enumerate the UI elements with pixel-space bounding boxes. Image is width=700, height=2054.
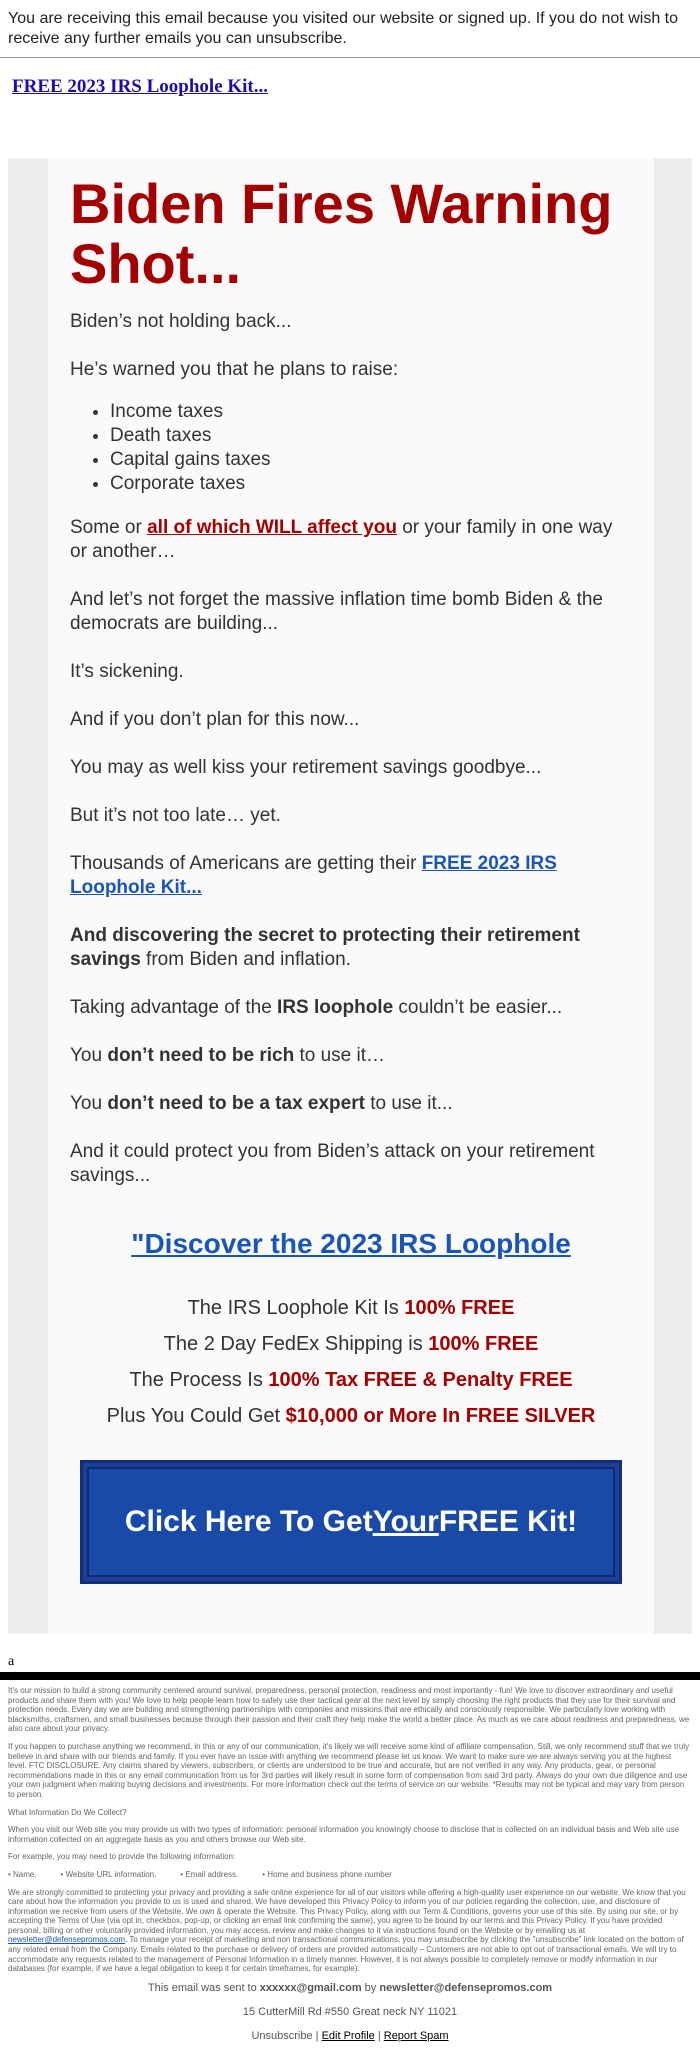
mailing-address: 15 CutterMill Rd #550 Great neck NY 11021 [242,2005,458,2018]
email-body [8,158,692,1634]
list-item: • Email address. [180,1869,239,1879]
get-free-kit-button[interactable]: Click Here To Get Your FREE Kit! [87,1467,615,1577]
top-kit-link[interactable]: FREE 2023 IRS Loophole Kit... [12,76,269,97]
paragraph-6: And if you don’t plan for this now... [70,709,360,730]
offer-line: The Process Is 100% Tax FREE & Penalty FREE [129,1369,573,1391]
footer [0,1686,700,1974]
unsubscribe-notice: You are receiving this email because you visited our website or signed up. If you do not wish to receive any further emails you can unsubscribe. [8,10,679,47]
footer-heading: What Information Do We Collect? [8,1807,127,1817]
edit-profile-link[interactable]: Edit Profile [321,2029,375,2042]
paragraph-10: And discovering the secret to protecting their retirement savings from Biden and inflation. [70,925,580,970]
footer-mission: It's our mission to build a strong community centered around survival, preparedness, personal protection, readiness and most importantly - fun! We love to discover extraordinary and useful products and share them with you! We love to help people learn how to safely use their tactical gear at the next level by simply choosing the right products that they use for their survival and protection needs. Every day we are building and strengthening partnerships with companies and missions that are ethically and consciously responsible. We particularly love working with blacksmiths, craftsmen, and small businesses because through their passion and their craft they help make the world a better place. As much as we care about readiness and preparedness, we also care about your privacy. [8,1686,690,1734]
unsubscribe-link[interactable]: Unsubscribe [251,2029,313,2042]
footer-field-list [8,1870,692,1880]
paragraph-4: And let’s not forget the massive inflation time bomb Biden & the democrats are building... [70,589,604,634]
paragraph-8: But it’s not too late… yet. [70,805,281,826]
footer-links: Unsubscribe | Edit Profile | Report Spam [251,2029,449,2042]
list-item: • Home and business phone number [262,1869,392,1879]
paragraph-9: Thousands of Americans are getting their FREE 2023 IRS Loophole Kit... [70,853,557,898]
paragraph-5: It’s sickening. [70,661,184,682]
privacy-email-link[interactable]: newsletter@defensepromos.com [8,1935,126,1945]
paragraph-12: You don’t need to be rich to use it… [70,1045,386,1066]
footer-meta [0,1982,700,2042]
discover-loophole-link[interactable]: "Discover the 2023 IRS Loophole [131,1228,571,1259]
paragraph-2: He’s warned you that he plans to raise: [70,359,399,380]
paragraph-7: You may as well kiss your retirement savings goodbye... [70,757,542,778]
footer-privacy: We are strongly committed to protecting your privacy and providing a safe online experience for all of our visitors while offering a high-quality user experience on our website. We know that you care about how the information you provide to us is used and shared. We have developed this Privacy Policy to inform you of our policies regarding the collection, use, and disclosure of information we receive from users of the Website. We own & operate the Website. This Privacy Policy, along with our Term & Conditions, governs your use of this site. By using our site, or by accepting the Terms of Use (via opt in, checkbox, pop-up, or clicking an email link confirming the same), you agree to be bound by our terms and this Privacy Policy. If you have provided personal, billing or other voluntarily provided information, you may access, review and make changes to it via instructions found on the Website or by emailing us at newsletter@defensepromos.com. To manage your receipt of marketing and non transactional communications, you may unsubscribe by clicking the "unsubscribe" link located on the bottom of any related email from the Company. Emails related to the purchase or delivery of orders are provided automatically – Customers are not able to opt out of transactional emails. We will try to accommodate any requests related to the management of Personal Information in a timely manner. However, it is not always possible to completely remove or modify information in our databases (for example, if we have a legal obligation to keep it for certain timeframes, for example). [8,1887,686,1974]
email-content [48,158,654,1634]
tax-list [70,400,632,496]
sent-to-line: This email was sent to xxxxxx@gmail.com by newsletter@defensepromos.com [147,1981,553,1994]
list-item: • Website URL information. [60,1869,157,1879]
list-item: • Income taxes [110,400,632,424]
report-spam-link[interactable]: Report Spam [383,2029,449,2042]
footer-disclosure: If you happen to purchase anything we recommend, in this or any of our communication, it's likely we will receive some kind of affiliate compensation. Still, we only recommend stuff that we truly believe in and share with our friends and family. If you ever have an issue with anything we recommend please let us know. We want to make sure we are always serving you at the highest level. FTC DISCLOSURE. Any claims shared by viewers, subscribers, or clients are understood to be true and accurate, but are not verified in any way. Any products, gear, or personal recommendations made in this or any email communication from us for 3rd parties will likely result in some form of compensation from said 3rd party. Always do your own due diligence and use your own judgment when making buying decisions and investments. For more information check out the terms of service on our website. *Results may not be typical and may vary from person to person. [8,1741,690,1799]
list-item: • Death taxes [110,424,632,448]
cta-frame [80,1460,622,1584]
paragraph-11: Taking advantage of the IRS loophole couldn’t be easier... [70,997,563,1018]
kit-inline-link[interactable]: FREE 2023 IRS Loophole Kit... [70,853,557,898]
paragraph-14: And it could protect you from Biden’s attack on your retirement savings... [70,1141,595,1186]
headline: Biden Fires Warning Shot... [70,172,613,295]
footer-info-types: When you visit our Web site you may provide us with two types of information: personal information you knowingly choose to disclose that is collected on an individual basis and Web site use information collected on an aggregate basis as you and others browse our Web site. [8,1825,680,1844]
affect-you-link[interactable]: all of which WILL affect you [147,517,397,538]
paragraph-1: Biden’s not holding back... [70,311,292,332]
paragraph-3: Some or all of which WILL affect you or your family in one way or another… [70,517,613,562]
list-item: • Capital gains taxes [110,448,632,472]
footer-divider [0,1672,700,1680]
list-item: • Corporate taxes [110,472,632,496]
offer-line: The IRS Loophole Kit Is 100% FREE [187,1297,515,1319]
offer-line: Plus You Could Get $10,000 or More In FREE SILVER [106,1405,596,1427]
list-item: • Name. [8,1869,37,1879]
paragraph-13: You don’t need to be a tax expert to use it... [70,1093,453,1114]
stray-mark: a [8,1654,15,1669]
footer-example: For example, you may need to provide the following information: [8,1852,236,1862]
offer-line: The 2 Day FedEx Shipping is 100% FREE [163,1333,539,1355]
